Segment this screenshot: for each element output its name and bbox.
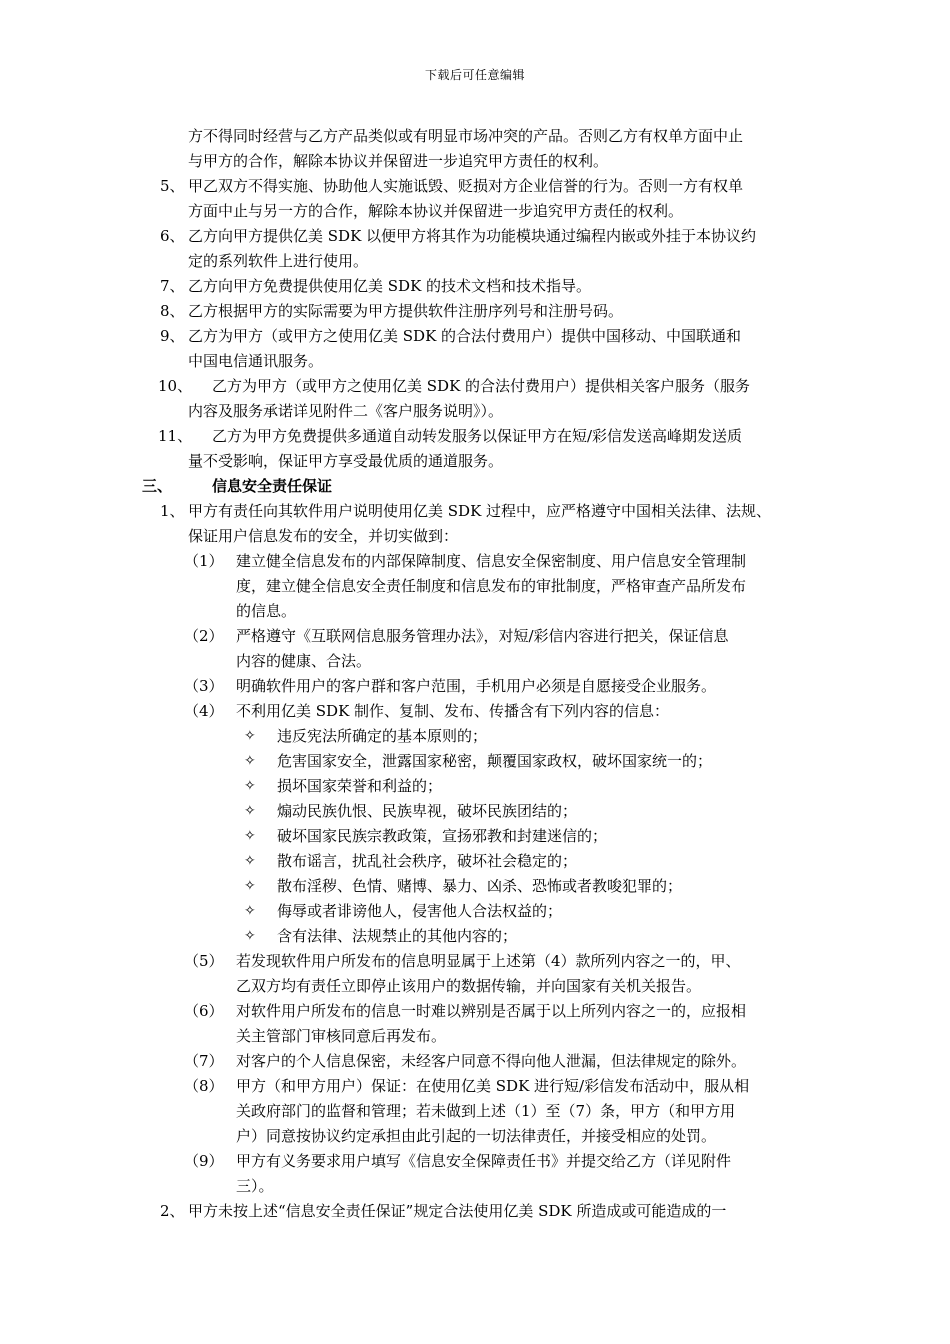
clause-text: 内容及服务承诺详见附件二《客户服务说明》）。 (188, 402, 504, 420)
sub-clause-text: 甲方（和甲方用户）保证：在使用亿美 SDK 进行短/彩信发布活动中，服从相 (236, 1077, 750, 1095)
clause-text: 甲方未按上述“信息安全责任保证”规定合法使用亿美 SDK 所造成或可能造成的一 (188, 1202, 727, 1220)
section-title: 信息安全责任保证 (212, 477, 333, 495)
clause-number: 5、 (160, 177, 185, 195)
bullet-text: 煽动民族仇恨、民族卑视，破坏民族团结的； (277, 802, 578, 820)
sub-clause-text: 度，建立健全信息安全责任制度和信息发布的审批制度，严格审查产品所发布 (236, 577, 747, 595)
clause-text: 保证用户信息发布的安全，并切实做到： (188, 527, 459, 545)
sub-clause-text: 关主管部门审核同意后再发布。 (236, 1027, 447, 1045)
clause-number: 11、 (158, 427, 193, 445)
diamond-bullet-icon: ✧ (244, 903, 256, 919)
clause-number: 7、 (160, 277, 185, 295)
diamond-bullet-icon: ✧ (244, 928, 256, 944)
sub-clause-text: 三）。 (236, 1177, 274, 1195)
intro-paragraph-text: 与甲方的合作，解除本协议并保留进一步追究甲方责任的权利。 (188, 152, 609, 170)
clause-text: 方面中止与另一方的合作，解除本协议并保留进一步追究甲方责任的权利。 (188, 202, 684, 220)
bullet-text: 违反宪法所确定的基本原则的； (277, 727, 488, 745)
clause-number: 9、 (160, 327, 185, 345)
clause-text: 乙方根据甲方的实际需要为甲方提供软件注册序列号和注册号码。 (188, 302, 624, 320)
sub-clause-text: 甲方有义务要求用户填写《信息安全保障责任书》并提交给乙方（详见附件 (236, 1152, 732, 1170)
clause-text: 乙方向甲方免费提供使用亿美 SDK 的技术文档和技术指导。 (188, 277, 592, 295)
sub-clause-number: （9） (184, 1152, 224, 1170)
bullet-text: 侮辱或者诽谤他人，侵害他人合法权益的； (277, 902, 563, 920)
sub-clause-text: 乙双方均有责任立即停止该用户的数据传输，并向国家有关机关报告。 (236, 977, 702, 995)
sub-clause-text: 关政府部门的监督和管理；若未做到上述（1）至（7）条，甲方（和甲方用 (236, 1102, 736, 1120)
sub-clause-text: 严格遵守《互联网信息服务管理办法》，对短/彩信内容进行把关，保证信息 (236, 627, 729, 645)
sub-clause-text: 建立健全信息发布的内部保障制度、信息安全保密制度、用户信息安全管理制 (236, 552, 747, 570)
sub-clause-text: 若发现软件用户所发布的信息明显属于上述第（4）款所列内容之一的，甲、 (236, 952, 741, 970)
diamond-bullet-icon: ✧ (244, 853, 256, 869)
bullet-text: 破坏国家民族宗教政策，宣扬邪教和封建迷信的； (277, 827, 608, 845)
diamond-bullet-icon: ✧ (244, 803, 256, 819)
diamond-bullet-icon: ✧ (244, 878, 256, 894)
bullet-text: 含有法律、法规禁止的其他内容的； (277, 927, 518, 945)
clause-text: 乙方为甲方（或甲方之使用亿美 SDK 的合法付费用户）提供相关客户服务（服务 (212, 377, 751, 395)
sub-clause-text: 明确软件用户的客户群和客户范围，手机用户必须是自愿接受企业服务。 (236, 677, 717, 695)
intro-paragraph-text: 方不得同时经营与乙方产品类似或有明显市场冲突的产品。否则乙方有权单方面中止 (188, 127, 744, 145)
clause-number: 8、 (160, 302, 185, 320)
diamond-bullet-icon: ✧ (244, 753, 256, 769)
sub-clause-number: （3） (184, 677, 224, 695)
clause-text: 乙方向甲方提供亿美 SDK 以便甲方将其作为功能模块通过编程内嵌或外挂于本协议约 (188, 227, 757, 245)
sub-clause-number: （1） (184, 552, 224, 570)
bullet-text: 危害国家安全，泄露国家秘密，颠覆国家政权，破坏国家统一的； (277, 752, 713, 770)
diamond-bullet-icon: ✧ (244, 828, 256, 844)
diamond-bullet-icon: ✧ (244, 728, 256, 744)
clause-text: 中国电信通讯服务。 (188, 352, 324, 370)
sub-clause-number: （2） (184, 627, 224, 645)
diamond-bullet-icon: ✧ (244, 778, 256, 794)
clause-number: 2、 (160, 1202, 185, 1220)
bullet-text: 散布谣言，扰乱社会秩序，破坏社会稳定的； (277, 852, 578, 870)
sub-clause-number: （8） (184, 1077, 224, 1095)
clause-number: 1、 (160, 502, 185, 520)
clause-text: 乙方为甲方（或甲方之使用亿美 SDK 的合法付费用户）提供中国移动、中国联通和 (188, 327, 742, 345)
page-header: 下载后可任意编辑 (424, 68, 525, 82)
sub-clause-number: （5） (184, 952, 224, 970)
clause-text: 乙方为甲方免费提供多通道自动转发服务以保证甲方在短/彩信发送高峰期发送质 (212, 427, 743, 445)
sub-clause-text: 对客户的个人信息保密，未经客户同意不得向他人泄漏，但法律规定的除外。 (236, 1052, 747, 1070)
bullet-text: 损坏国家荣誉和利益的； (277, 777, 443, 795)
clause-text: 量不受影响，保证甲方享受最优质的通道服务。 (188, 452, 504, 470)
clause-number: 10、 (158, 377, 193, 395)
bullet-text: 散布淫秽、色情、赌博、暴力、凶杀、恐怖或者教唆犯罪的； (277, 877, 683, 895)
section-number: 三、 (142, 477, 173, 495)
clause-text: 甲乙双方不得实施、协助他人实施诋毁、贬损对方企业信誉的行为。否则一方有权单 (188, 177, 744, 195)
sub-clause-text: 的信息。 (236, 602, 297, 620)
clause-number: 6、 (160, 227, 185, 245)
sub-clause-text: 户）同意按协议约定承担由此引起的一切法律责任，并接受相应的处罚。 (236, 1127, 717, 1145)
sub-clause-number: （6） (184, 1002, 224, 1020)
clause-text: 定的系列软件上进行使用。 (188, 252, 369, 270)
sub-clause-text: 对软件用户所发布的信息一时难以辨别是否属于以上所列内容之一的，应报相 (236, 1002, 747, 1020)
clause-text: 甲方有责任向其软件用户说明使用亿美 SDK 过程中，应严格遵守中国相关法律、法规、 (188, 502, 772, 520)
sub-clause-number: （4） (184, 702, 224, 720)
sub-clause-text: 不利用亿美 SDK 制作、复制、发布、传播含有下列内容的信息： (236, 702, 670, 720)
sub-clause-text: 内容的健康、合法。 (236, 652, 372, 670)
sub-clause-number: （7） (184, 1052, 224, 1070)
